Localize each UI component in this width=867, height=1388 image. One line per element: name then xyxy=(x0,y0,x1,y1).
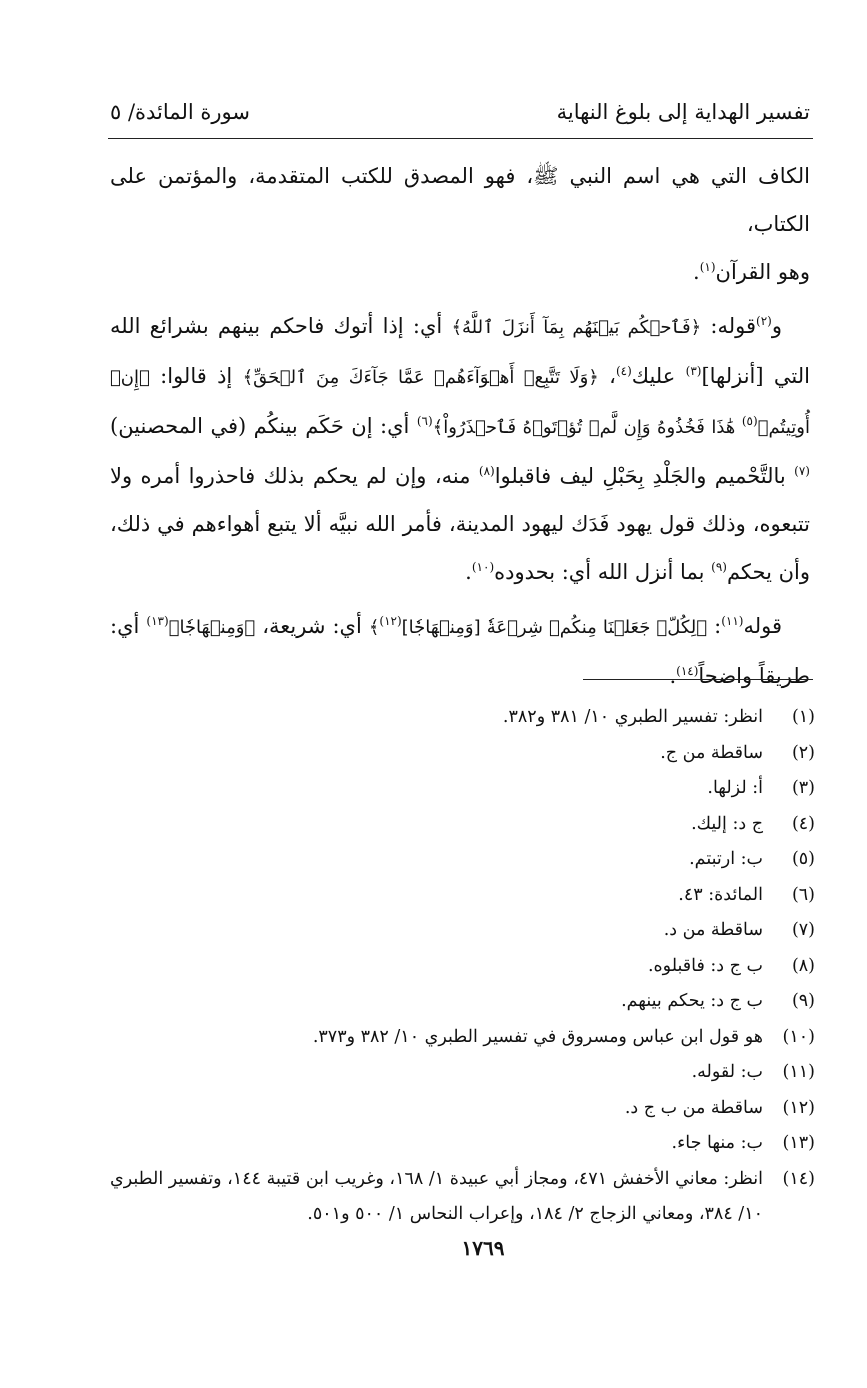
footnote-ref[interactable]: (١٣) xyxy=(146,614,169,628)
text-run: وهو القرآن xyxy=(715,260,810,284)
text-run: بالتَّحْميم والجَلْدِ بِحَبْلِ ليف فاقبلوا xyxy=(494,464,795,488)
running-header xyxy=(110,92,810,132)
text-run: و xyxy=(771,314,783,338)
footnote-number: (٩) xyxy=(791,991,815,1011)
footnote-item xyxy=(110,1126,815,1162)
footnote-list xyxy=(110,700,815,1233)
footnote-number: (١١) xyxy=(782,1062,815,1082)
page-number: ١٧٦٩ xyxy=(461,1236,505,1260)
footnote-text: ب: لقوله. xyxy=(691,1062,763,1082)
footnote-item xyxy=(110,771,815,807)
footnote-number: (٢) xyxy=(791,742,815,763)
footnote-text: ب ج د: فاقبلوه. xyxy=(647,955,763,976)
footnote-text: ب: ارتبتم. xyxy=(689,849,763,869)
text-run: الكاف التي هي اسم النبي ﷺ، فهو المصدق للكتب المتقدمة، والمؤتمن على الكتاب، xyxy=(110,164,810,236)
footnote-item xyxy=(110,842,815,878)
section-label: سورة المائدة/ ٥ xyxy=(110,100,250,124)
text-run: منه، وإن لم يحكم بذلك فاحذروا أمره ولا تتبعوه، وذلك قول يهود فَدَك ليهود المدينة، فأمر الله نبيَّه ألا يتبع أهواءهم في ذلك، وأن يحكم xyxy=(110,464,810,584)
footnote-item xyxy=(110,913,815,949)
footnote-ref[interactable]: (٣) xyxy=(685,364,702,378)
footnote-text: ب: منها جاء. xyxy=(671,1133,763,1153)
footnote-text: ساقطة من ج. xyxy=(660,742,763,763)
footnote-number: (١) xyxy=(791,707,815,727)
footnote-ref[interactable]: (٥) xyxy=(741,414,758,428)
text-run: بما أنزل الله أي: بحدوده xyxy=(494,560,712,584)
footnote-text: ساقطة من ب ج د. xyxy=(624,1097,763,1118)
footnote-item xyxy=(110,949,815,985)
quran-verse: ﴿وَمِنۡهَاجٗا﴾ xyxy=(168,617,256,638)
text-run: ، xyxy=(598,364,616,388)
header-rule xyxy=(108,138,813,139)
footnote-number: (٦) xyxy=(791,884,815,905)
footnote-ref[interactable]: (١١) xyxy=(721,614,744,628)
footnote-number: (٣) xyxy=(791,778,815,798)
paragraph-2 xyxy=(110,302,810,596)
footnote-ref[interactable]: (١٠) xyxy=(471,560,495,574)
paragraph-1 xyxy=(110,152,810,296)
text-run: أي: إذا أتوك فاحكم بينهم بشرائع الله التي [أنزلها] xyxy=(110,314,810,388)
footnote-item xyxy=(110,1020,815,1056)
main-text xyxy=(110,152,810,706)
footnote-number: (٨) xyxy=(791,955,815,976)
footnote-ref[interactable]: (١) xyxy=(699,260,716,274)
text-run: : xyxy=(707,614,722,638)
footnote-item xyxy=(110,1091,815,1127)
footnote-text: ج د: إليك. xyxy=(691,813,763,834)
footnote-item xyxy=(110,1162,815,1233)
footnote-item xyxy=(110,1055,815,1091)
footnote-text: المائدة: ٤٣. xyxy=(678,884,763,905)
book-title: تفسير الهداية إلى بلوغ النهاية xyxy=(556,100,810,124)
footnote-ref[interactable]: (٢) xyxy=(756,314,772,328)
footnote-separator xyxy=(583,679,813,680)
footnote-item xyxy=(110,736,815,772)
text-run: قوله xyxy=(743,614,782,638)
text-run: . xyxy=(693,260,700,284)
footnote-number: (٥) xyxy=(791,849,815,869)
footnote-ref[interactable]: (٨) xyxy=(478,464,495,478)
footnote-text: ب ج د: يحكم بينهم. xyxy=(621,991,763,1011)
footnote-number: (٧) xyxy=(791,920,815,940)
footnote-text: أ: لزلها. xyxy=(707,778,763,798)
footnote-number: (٤) xyxy=(791,813,815,834)
footnote-item xyxy=(110,984,815,1020)
quran-verse: ﴾ xyxy=(368,617,380,638)
quran-verse: ﴿لِكُلّٖ جَعَلۡنَا مِنكُمۡ شِرۡعَةٗ [وَمِنۡهَاجٗا] xyxy=(401,617,708,638)
quran-verse: ﴿وَلَا تَتَّبِعۡ أَهۡوَآءَهُمۡ عَمَّا جَآءَكَ مِنَ ٱلۡحَقِّ﴾ xyxy=(242,367,599,388)
footnote-text: انظر: معاني الأخفش ٤٧١، ومجاز أبي عبيدة ١/ ١٦٨، وغريب ابن قتيبة ١٤٤، وتفسير الطبري ١٠/ ٣٨٤، ومعاني الزجاج ٢/ ١٨٤، وإعراب النحاس ١/ ٥٠٠ و٥٠١. xyxy=(110,1168,763,1224)
text-run: . xyxy=(465,560,472,584)
footnote-item xyxy=(110,878,815,914)
footnote-item xyxy=(110,700,815,736)
footnote-ref[interactable]: (٤) xyxy=(615,364,632,378)
footnote-text: انظر: تفسير الطبري ١٠/ ٣٨١ و٣٨٢. xyxy=(502,707,763,727)
footnote-ref[interactable]: (٩) xyxy=(711,560,727,574)
footnote-item xyxy=(110,807,815,843)
footnote-number: (١٣) xyxy=(782,1133,815,1153)
footnote-number: (١٤) xyxy=(782,1168,815,1189)
text-run: قوله: xyxy=(701,314,757,338)
footnote-number: (١٢) xyxy=(782,1097,815,1118)
quran-verse: ﴿إِنۡ أُوتِيتُمۡ xyxy=(110,367,810,438)
paragraph-3 xyxy=(110,602,810,700)
text-run: إذ قالوا: xyxy=(149,364,243,388)
footnote-text: هو قول ابن عباس ومسروق في تفسير الطبري ١٠/ ٣٨٢ و٣٧٣. xyxy=(312,1026,763,1047)
quran-verse: ﴿فَٱحۡكُم بَيۡنَهُم بِمَآ أَنزَلَ ٱللَّهُ﴾ xyxy=(451,317,702,338)
text-run: . xyxy=(669,664,677,688)
text-run: أي: طريقاً واضحاً xyxy=(110,614,810,688)
text-run: أي: إن حَكَم بينكُم (في المحصنين) xyxy=(110,414,417,438)
footnote-text: ساقطة من د. xyxy=(663,920,763,940)
footnote-ref[interactable]: (٧) xyxy=(794,464,810,478)
footnote-ref[interactable]: (١٤) xyxy=(676,664,699,678)
text-run: أي: شريعة، xyxy=(255,614,369,638)
footnote-number: (١٠) xyxy=(782,1026,815,1047)
footnote-ref[interactable]: (٦) xyxy=(416,414,433,428)
footnote-ref[interactable]: (١٢) xyxy=(379,614,402,628)
text-run: عليك xyxy=(631,364,686,388)
quran-verse: هَٰذَا فَخُذُوهُ وَإِن لَّمۡ تُؤۡتَوۡهُ فَٱحۡذَرُواْ﴾ xyxy=(432,417,742,438)
